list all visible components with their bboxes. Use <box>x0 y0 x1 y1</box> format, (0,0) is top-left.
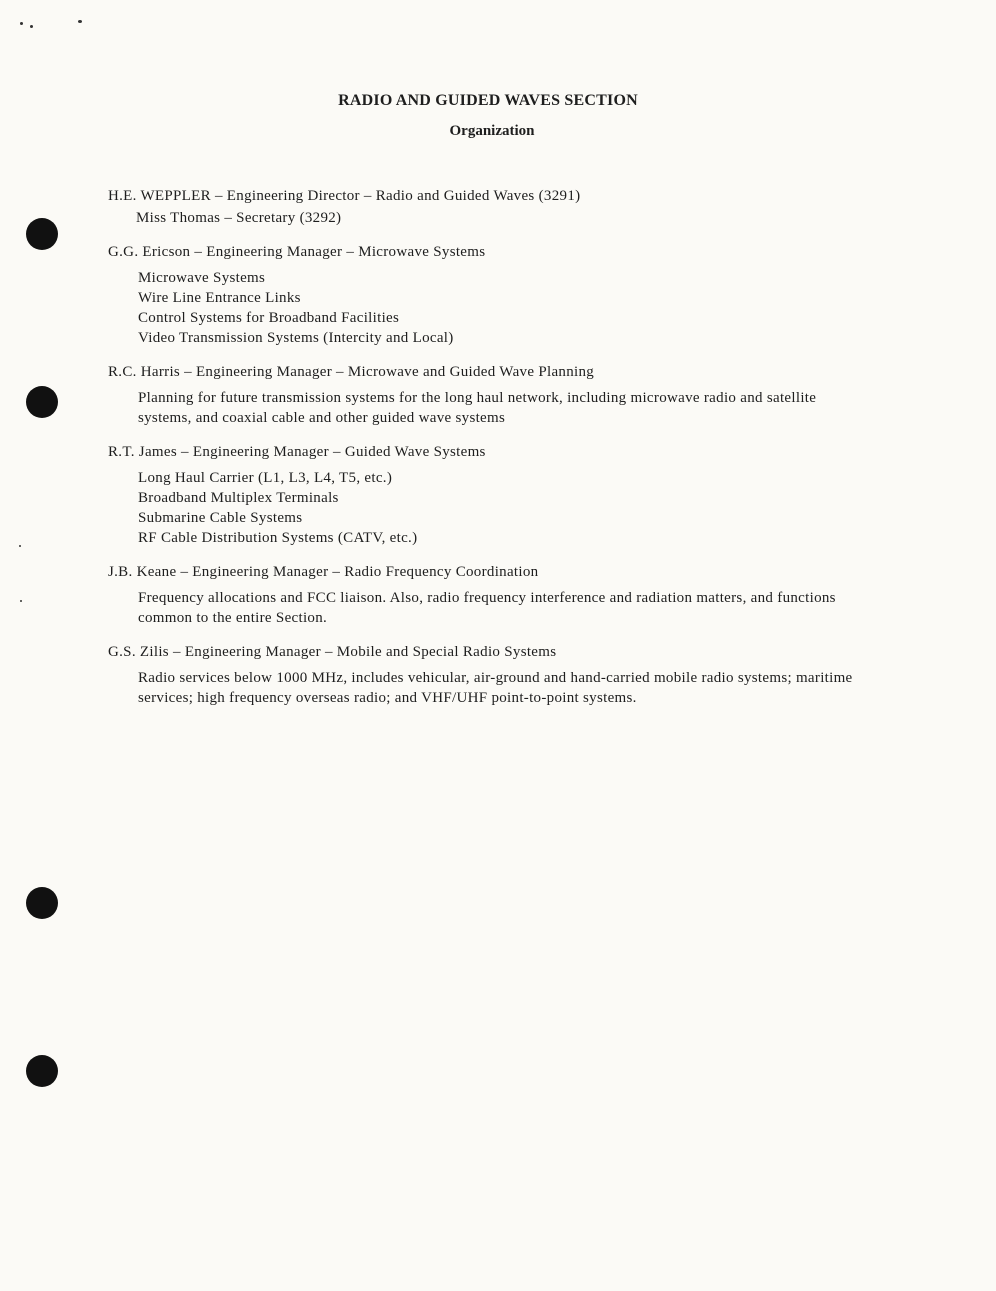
entry-heading: G.G. Ericson – Engineering Manager – Microwave Systems <box>108 244 486 260</box>
organization-list <box>108 186 888 722</box>
entry-description: Planning for future transmission systems for the long haul network, including microwave radio and satellite systems, and coaxial cable and other guided wave systems <box>138 390 817 426</box>
sub-item: Broadband Multiplex Terminals <box>138 490 339 506</box>
punch-hole <box>26 218 58 250</box>
entry-description: Radio services below 1000 MHz, includes vehicular, air-ground and hand-carried mobile radio systems; maritime services; high frequency overseas radio; and VHF/UHF point-to-point systems. <box>138 670 853 706</box>
sub-item: Video Transmission Systems (Intercity and Local) <box>138 330 454 346</box>
org-entry-ericson <box>108 242 888 348</box>
page-title: RADIO AND GUIDED WAVES SECTION <box>338 92 638 109</box>
punch-hole <box>26 887 58 919</box>
org-entry-weppler <box>108 186 888 228</box>
sub-item: Microwave Systems <box>138 270 266 286</box>
sub-item: Control Systems for Broadband Facilities <box>138 310 400 326</box>
sub-item: Wire Line Entrance Links <box>138 290 301 306</box>
entry-sublist <box>138 468 888 548</box>
org-entry-james <box>108 442 888 548</box>
entry-heading: G.S. Zilis – Engineering Manager – Mobile and Special Radio Systems <box>108 644 557 660</box>
sub-item: Miss Thomas – Secretary (3292) <box>136 210 342 226</box>
entry-heading: R.T. James – Engineering Manager – Guided Wave Systems <box>108 444 486 460</box>
sub-item: RF Cable Distribution Systems (CATV, etc.) <box>138 530 418 546</box>
scan-speck <box>19 545 21 547</box>
scan-speck <box>20 600 22 602</box>
org-entry-keane <box>108 562 888 628</box>
punch-hole <box>26 386 58 418</box>
entry-sublist <box>136 208 888 228</box>
sub-item: Long Haul Carrier (L1, L3, L4, T5, etc.) <box>138 470 393 486</box>
scan-speck <box>30 25 33 28</box>
sub-item: Submarine Cable Systems <box>138 510 303 526</box>
scan-speck <box>20 22 23 25</box>
scan-speck <box>78 20 82 23</box>
entry-heading: H.E. WEPPLER – Engineering Director – Radio and Guided Waves (3291) <box>108 188 581 204</box>
entry-description: Frequency allocations and FCC liaison. Also, radio frequency interference and radiation matters, and functions common to the entire Section. <box>138 590 836 626</box>
punch-hole <box>26 1055 58 1087</box>
entry-heading: R.C. Harris – Engineering Manager – Microwave and Guided Wave Planning <box>108 364 595 380</box>
entry-heading: J.B. Keane – Engineering Manager – Radio Frequency Coordination <box>108 564 539 580</box>
entry-sublist <box>138 268 888 348</box>
org-entry-harris <box>108 362 888 428</box>
page-subtitle: Organization <box>449 123 535 139</box>
org-entry-zilis <box>108 642 888 708</box>
